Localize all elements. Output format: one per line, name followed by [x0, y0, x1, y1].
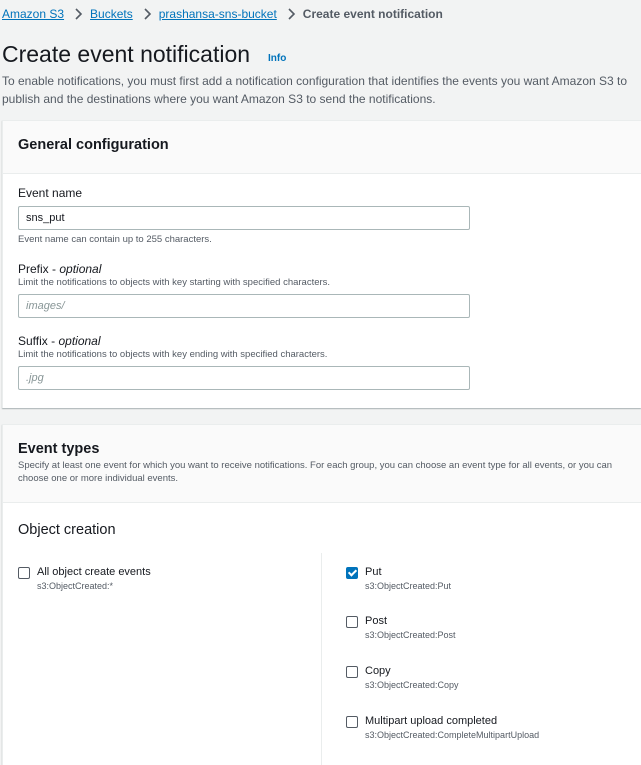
multipart-upload-completed-checkbox[interactable]	[346, 716, 358, 728]
copy-checkbox[interactable]	[346, 666, 358, 678]
page-description: To enable notifications, you must first add a notification configuration that identifies the events you want Amazon S3 to publish and the destinations where you want Amazon S3 to send the notifications.	[2, 74, 628, 106]
info-link[interactable]: Info	[268, 53, 287, 64]
breadcrumb-bucket[interactable]: prashansa-sns-bucket	[158, 7, 277, 21]
general-configuration-panel	[2, 120, 641, 408]
chevron-right-icon	[286, 8, 296, 20]
prefix-label: Prefix - optional	[18, 262, 102, 276]
event-types-panel	[2, 424, 641, 765]
page-title: Create event notification	[2, 41, 251, 67]
option-code: s3:ObjectCreated:Copy	[365, 680, 459, 690]
chevron-right-icon	[142, 8, 152, 20]
all-object-create-events-checkbox[interactable]	[18, 567, 30, 579]
object-creation-title: Object creation	[18, 522, 116, 538]
multipart-upload-completed-option[interactable]	[346, 715, 539, 740]
panel-title: General configuration	[18, 137, 169, 153]
breadcrumb-current: Create event notification	[302, 7, 443, 21]
event-name-hint: Event name can contain up to 255 characters.	[18, 234, 212, 245]
event-name-input[interactable]	[18, 206, 470, 230]
prefix-description: Limit the notifications to objects with key starting with specified characters.	[18, 277, 331, 288]
copy-option[interactable]	[346, 665, 459, 690]
suffix-label: Suffix - optional	[18, 334, 101, 348]
prefix-input[interactable]	[18, 294, 470, 318]
option-code: s3:ObjectCreated:Post	[365, 630, 456, 640]
panel-description: Specify at least one event for which you want to receive notifications. For each group, you can choose an event type for all events, or you can choose one or more individual events.	[18, 460, 613, 484]
option-label: Post	[365, 615, 388, 627]
panel-header	[3, 425, 641, 503]
suffix-description: Limit the notifications to objects with key ending with specified characters.	[18, 349, 328, 360]
option-label: Copy	[365, 665, 391, 677]
column-divider	[321, 553, 322, 765]
option-code: s3:ObjectCreated:Put	[365, 581, 452, 591]
post-option[interactable]	[346, 615, 456, 640]
option-code: s3:ObjectCreated:*	[37, 581, 114, 591]
option-label: All object create events	[37, 566, 151, 578]
put-option[interactable]	[346, 566, 451, 591]
breadcrumb	[2, 7, 443, 21]
option-label: Put	[365, 566, 382, 578]
breadcrumb-buckets[interactable]: Buckets	[90, 7, 133, 21]
suffix-input[interactable]	[18, 366, 470, 390]
all-object-create-events-option[interactable]	[18, 566, 151, 591]
put-checkbox[interactable]	[346, 567, 358, 579]
post-checkbox[interactable]	[346, 616, 358, 628]
panel-title: Event types	[18, 441, 100, 457]
option-label: Multipart upload completed	[365, 715, 498, 727]
option-code: s3:ObjectCreated:CompleteMultipartUpload	[365, 730, 540, 740]
event-name-label: Event name	[18, 186, 83, 200]
chevron-right-icon	[73, 8, 83, 20]
breadcrumb-amazon-s3[interactable]: Amazon S3	[2, 7, 65, 21]
panel-header	[3, 121, 641, 174]
